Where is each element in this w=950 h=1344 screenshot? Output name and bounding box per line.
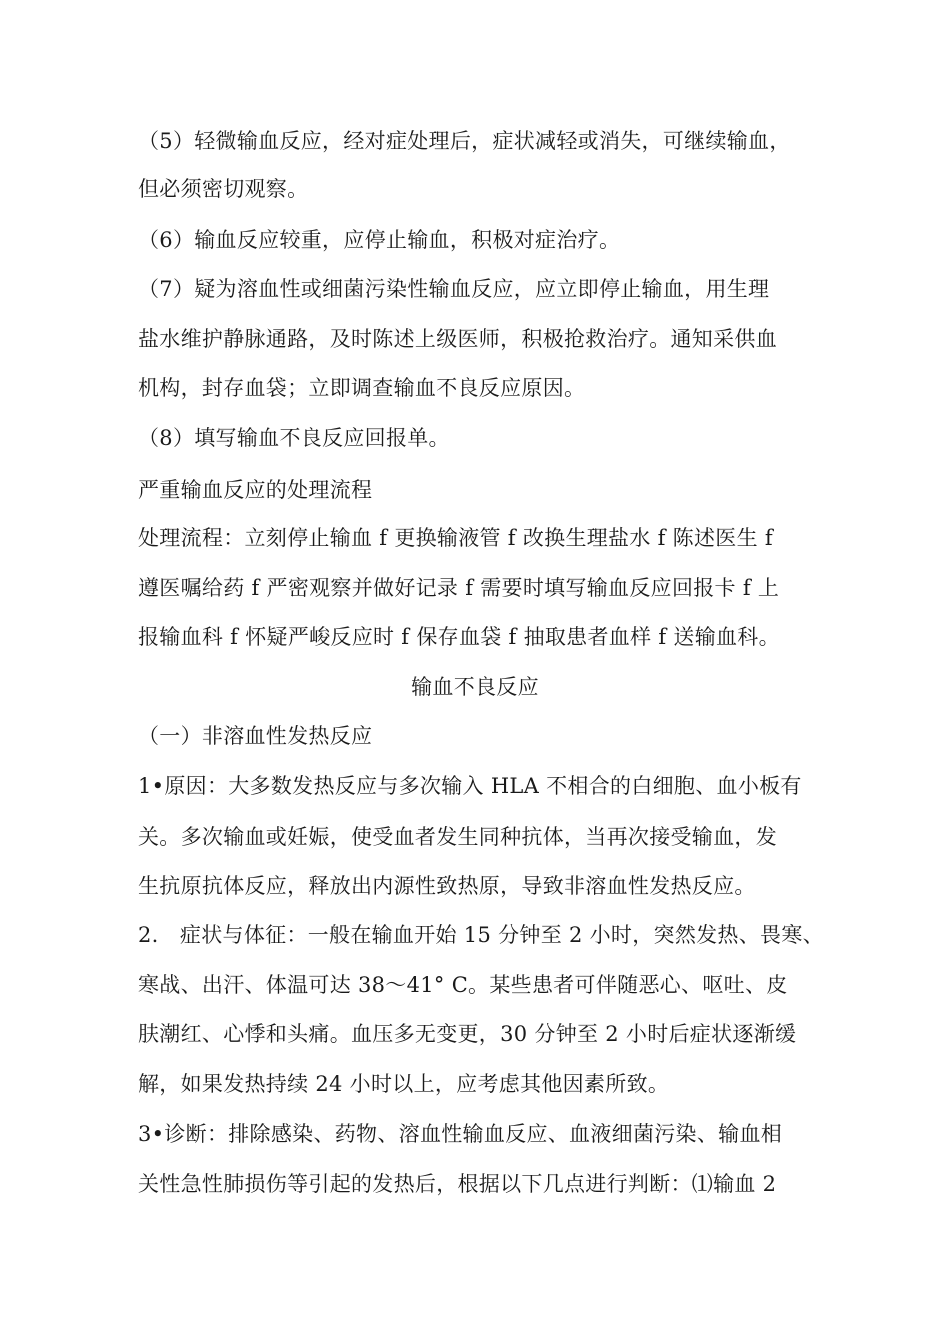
section-heading-severe-reaction: 严重输血反应的处理流程 xyxy=(138,478,373,502)
process-line-2: 遵医嘱给药 f 严密观察并做好记录 f 需要时填写输血反应回报卡 f 上 xyxy=(138,576,780,600)
para-7-line-2: 盐水维护静脉通路，及时陈述上级医师，积极抢救治疗。通知采供血 xyxy=(138,327,777,351)
diagnosis-line-2: 关性急性肺损伤等引起的发热后，根据以下几点进行判断：⑴输血 2 xyxy=(138,1172,777,1196)
process-line-3: 报输血科 f 怀疑严峻反应时 f 保存血袋 f 抽取患者血样 f 送输血科。 xyxy=(138,625,780,649)
para-7-line-1: （7）疑为溶血性或细菌污染性输血反应，应立即停止输血，用生理 xyxy=(138,277,770,301)
cause-line-2: 关。多次输血或妊娠，使受血者发生同种抗体，当再次接受输血，发 xyxy=(138,825,777,849)
para-5-line-2: 但必须密切观察。 xyxy=(138,177,309,201)
symptom-line-2: 寒战、出汗、体温可达 38〜41° C。某些患者可伴随恶心、呕吐、皮 xyxy=(138,973,788,997)
symptom-line-1: 2. 症状与体征：一般在输血开始 15 分钟至 2 小时，突然发热、畏寒、 xyxy=(138,923,824,947)
title-adverse-reaction: 输血不良反应 xyxy=(411,675,539,699)
cause-line-3: 生抗原抗体反应，释放出内源性致热原，导致非溶血性发热反应。 xyxy=(138,874,756,898)
para-6: （6）输血反应较重，应停止输血，积极对症治疗。 xyxy=(138,228,621,252)
para-8: （8）填写输血不良反应回报单。 xyxy=(138,426,450,450)
symptom-line-3: 肤潮红、心悸和头痛。血压多无变更，30 分钟至 2 小时后症状逐渐缓 xyxy=(138,1022,797,1046)
para-7-line-3: 机构，封存血袋；立即调查输血不良反应原因。 xyxy=(138,376,586,400)
process-line-1: 处理流程：立刻停止输血 f 更换输液管 f 改换生理盐水 f 陈述医生 f xyxy=(138,526,773,550)
subheading-non-hemolytic: （一）非溶血性发热反应 xyxy=(138,724,373,748)
para-5-line-1: （5）轻微输血反应，经对症处理后，症状减轻或消失，可继续输血， xyxy=(138,129,791,153)
diagnosis-line-1: 3•诊断：排除感染、药物、溶血性输血反应、血液细菌污染、输血相 xyxy=(138,1122,783,1146)
cause-line-1: 1•原因：大多数发热反应与多次输入 HLA 不相合的白细胞、血小板有 xyxy=(138,774,802,798)
symptom-line-4: 解，如果发热持续 24 小时以上，应考虑其他因素所致。 xyxy=(138,1072,670,1096)
